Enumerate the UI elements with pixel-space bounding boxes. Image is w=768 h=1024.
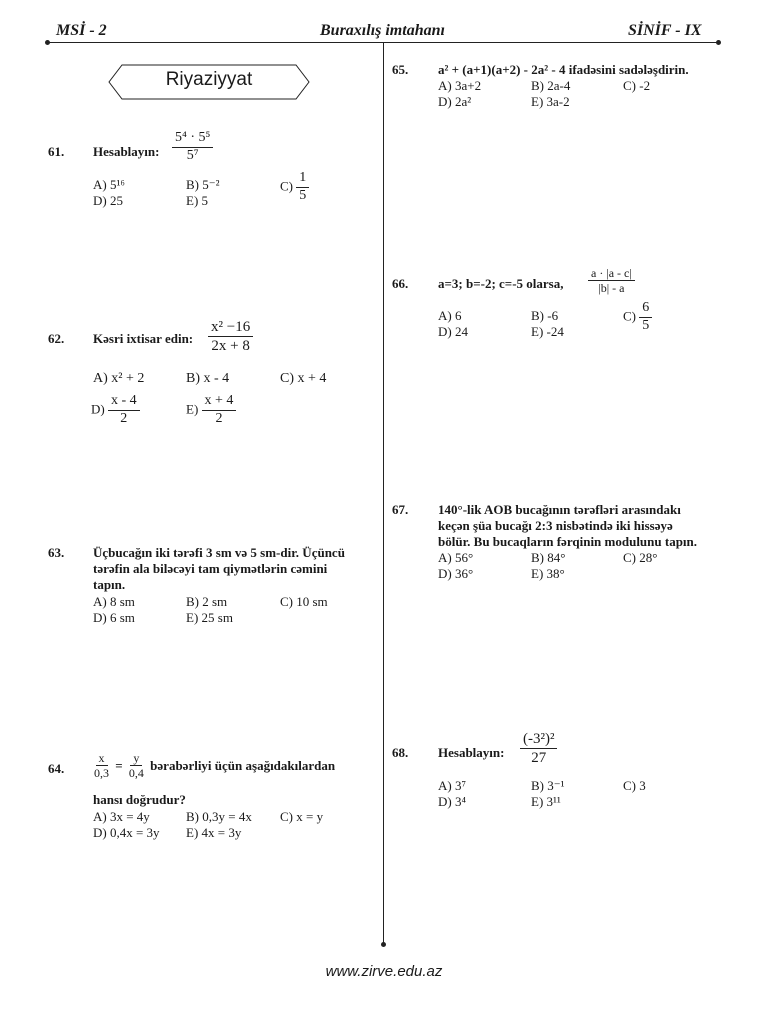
q66-option-d: D) 24	[438, 324, 468, 339]
q67-prompt	[438, 502, 728, 550]
q65-option-b: B) 2a-4	[531, 78, 571, 93]
q61-c-label: C)	[280, 178, 293, 194]
q61-frac-den: 5⁷	[186, 147, 199, 163]
q61-frac-num: 5⁴ · 5⁵	[172, 130, 213, 148]
q66-option-c	[623, 300, 652, 335]
q62-expression	[208, 318, 253, 355]
q62-d-num: x - 4	[108, 393, 140, 411]
q62-e-label: E)	[186, 401, 199, 417]
q62-prompt: Kəsri ixtisar edin:	[93, 331, 194, 346]
rule-dot-right	[716, 40, 721, 45]
q62-d-den: 2	[120, 410, 128, 426]
q68-prompt: Hesablayın:	[438, 745, 505, 760]
q62-option-e	[186, 393, 236, 428]
q61-prompt: Hesablayın:	[93, 144, 160, 159]
rule-dot-left	[45, 40, 50, 45]
q63-prompt	[93, 545, 378, 593]
q63-number: 63.	[48, 545, 65, 560]
q66-c-num: 6	[639, 300, 652, 318]
q66-option-b: B) -6	[531, 308, 559, 323]
divider-dot-bottom	[381, 942, 386, 947]
q65-option-c: C) -2	[623, 78, 651, 93]
q66-expression	[588, 266, 635, 296]
q68-option-d: D) 3⁴	[438, 794, 466, 809]
q61-option-c	[280, 170, 309, 205]
q68-option-c: C) 3	[623, 778, 646, 793]
q65-option-e: E) 3a-2	[531, 94, 570, 109]
q61-option-b: B) 5⁻²	[186, 177, 220, 192]
q64-f2-den: 0,4	[128, 766, 144, 781]
q61-option-d: D) 25	[93, 193, 123, 208]
q63-option-c: C) 10 sm	[280, 594, 328, 609]
q65-prompt: a² + (a+1)(a+2) - 2a² - 4 ifadəsini sadələşdirin.	[438, 62, 689, 77]
q62-frac-den: 2x + 8	[211, 338, 250, 354]
q64-text: bərabərliyi üçün aşağıdakılardan	[150, 757, 336, 773]
q67-option-b: B) 84°	[531, 550, 566, 565]
q63-line2: tərəfin ala biləcəyi tam qiymətlərin cəmini	[93, 561, 328, 576]
column-divider	[383, 42, 384, 945]
q65-option-a: A) 3a+2	[438, 78, 482, 93]
q63-line1: Üçbucağın iki tərəfi 3 sm və 5 sm-dir. Üçüncü	[93, 545, 345, 560]
q62-e-num: x + 4	[202, 393, 237, 411]
q68-frac-num: (-3²)²	[520, 730, 557, 749]
q62-option-c: C) x + 4	[280, 371, 327, 386]
q66-prompt: a=3; b=-2; c=-5 olarsa,	[438, 276, 564, 291]
subject-title: Riyaziyyat	[165, 69, 253, 90]
q63-option-a: A) 8 sm	[93, 594, 135, 609]
q61-option-e: E) 5	[186, 193, 209, 208]
q65-option-d: D) 2a²	[438, 94, 472, 109]
q67-option-a: A) 56°	[438, 550, 474, 565]
q66-c-label: C)	[623, 308, 636, 324]
header-right: SİNİF - IX	[628, 22, 702, 39]
q61-c-num: 1	[296, 170, 309, 188]
q61-option-a: A) 5¹⁶	[93, 177, 125, 192]
q64-equals: =	[115, 757, 123, 773]
q68-option-e: E) 3¹¹	[531, 794, 561, 809]
q67-option-c: C) 28°	[623, 550, 658, 565]
q66-c-den: 5	[642, 317, 650, 333]
q63-option-d: D) 6 sm	[93, 610, 135, 625]
q67-number: 67.	[392, 502, 409, 517]
header-left: MSİ - 2	[56, 22, 107, 39]
q66-option-e: E) -24	[531, 324, 564, 339]
q68-expression	[520, 730, 557, 767]
q64-number: 64.	[48, 761, 65, 776]
q66-frac-den: |b| - a	[598, 281, 625, 296]
q62-option-a: A) x² + 2	[93, 371, 145, 386]
q67-line3: bölür. Bu bucaqların fərqinin modulunu tapın.	[438, 534, 698, 549]
header-center: Buraxılış imtahanı	[320, 22, 445, 39]
q68-option-a: A) 3⁷	[438, 778, 466, 793]
q62-frac-num: x² −16	[208, 318, 253, 337]
q61-expression	[172, 130, 213, 165]
q68-number: 68.	[392, 745, 409, 760]
q63-line3: tapın.	[93, 577, 126, 592]
q67-option-e: E) 38°	[531, 566, 565, 581]
q61-c-den: 5	[299, 187, 307, 203]
q63-option-b: B) 2 sm	[186, 594, 228, 609]
q67-line1: 140°-lik AOB bucağının tərəfləri arasındakı	[438, 502, 681, 517]
q66-number: 66.	[392, 276, 409, 291]
q66-option-a: A) 6	[438, 308, 462, 323]
q62-number: 62.	[48, 331, 65, 346]
q61-number: 61.	[48, 144, 65, 159]
q64-line2: hansı doğrudur?	[93, 792, 186, 807]
q64-option-c: C) x = y	[280, 809, 324, 824]
q67-option-d: D) 36°	[438, 566, 474, 581]
q68-frac-den: 27	[531, 750, 547, 766]
q68-option-b: B) 3⁻¹	[531, 778, 565, 793]
footer-url: www.zirve.edu.az	[325, 963, 443, 980]
q65-number: 65.	[392, 62, 409, 77]
q64-f1-num: x	[96, 751, 108, 766]
q67-line2: keçən şüa bucağı 2:3 nisbətində iki hissəyə	[438, 518, 673, 533]
q64-f1-den: 0,3	[94, 766, 109, 781]
q64-option-b: B) 0,3y = 4x	[186, 809, 252, 824]
q64-option-e: E) 4x = 3y	[186, 825, 242, 840]
q62-option-b: B) x - 4	[186, 371, 230, 386]
q64-expression	[91, 751, 335, 781]
q64-option-d: D) 0,4x = 3y	[93, 825, 160, 840]
q66-frac-num: a · |a - c|	[588, 266, 635, 281]
q64-option-a: A) 3x = 4y	[93, 809, 150, 824]
q62-d-label: D)	[91, 401, 105, 417]
q62-option-d	[91, 393, 140, 428]
q64-f2-num: y	[130, 751, 142, 766]
q63-option-e: E) 25 sm	[186, 610, 233, 625]
q62-e-den: 2	[215, 410, 223, 426]
